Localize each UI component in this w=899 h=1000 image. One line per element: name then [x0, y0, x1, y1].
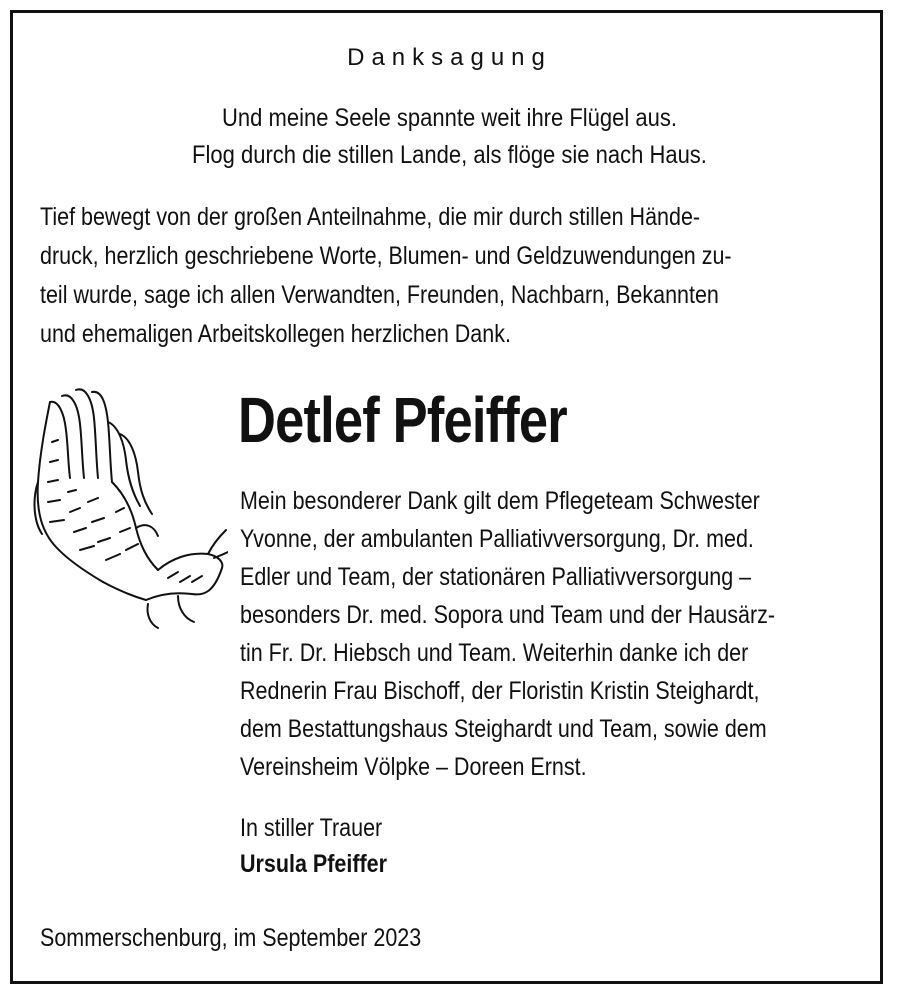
intro-paragraph — [40, 198, 860, 354]
closing-block — [240, 810, 411, 882]
poem-line: Flog durch die stillen Lande, als flöge sie nach Haus. — [192, 141, 707, 169]
thanks-line: besonders Dr. med. Sopora und Team und der Hausärz- — [240, 601, 776, 629]
thanks-line: Yvonne, der ambulanten Palliativversorgung, Dr. med. — [240, 525, 754, 553]
deceased-name: Detlef Pfeiffer — [238, 384, 567, 456]
thanks-line: dem Bestattungshaus Steighardt und Team, sowie dem — [240, 715, 767, 743]
place-date: Sommerschenburg, im September 2023 — [40, 924, 422, 952]
mourning-label: In stiller Trauer — [240, 814, 383, 842]
intro-line: und ehemaligen Arbeitskollegen herzlichen Dank. — [40, 320, 511, 348]
thanks-line: Mein besonderer Dank gilt dem Pflegeteam Schwester — [240, 487, 760, 515]
thanks-line: tin Fr. Dr. Hiebsch und Team. Weiterhin danke ich der — [240, 639, 749, 667]
signer-name: Ursula Pfeiffer — [240, 850, 387, 878]
thanks-line: Vereinsheim Völpke – Doreen Ernst. — [240, 753, 587, 781]
intro-line: Tief bewegt von der großen Anteilnahme, die mir durch stillen Hände- — [40, 203, 701, 231]
thanks-line: Edler und Team, der stationären Palliativversorgung – — [240, 563, 752, 591]
poem — [54, 100, 845, 174]
thanks-paragraph — [240, 482, 880, 786]
notice-heading: Danksagung — [347, 44, 552, 71]
intro-line: teil wurde, sage ich allen Verwandten, Freunden, Nachbarn, Bekannten — [40, 281, 719, 309]
thanks-line: Rednerin Frau Bischoff, der Floristin Kristin Steighardt, — [240, 677, 760, 705]
poem-line: Und meine Seele spannte weit ihre Flügel aus. — [222, 104, 677, 132]
intro-line: druck, herzlich geschriebene Worte, Blumen- und Geldzuwendungen zu- — [40, 242, 732, 270]
praying-hands-icon — [28, 382, 228, 632]
